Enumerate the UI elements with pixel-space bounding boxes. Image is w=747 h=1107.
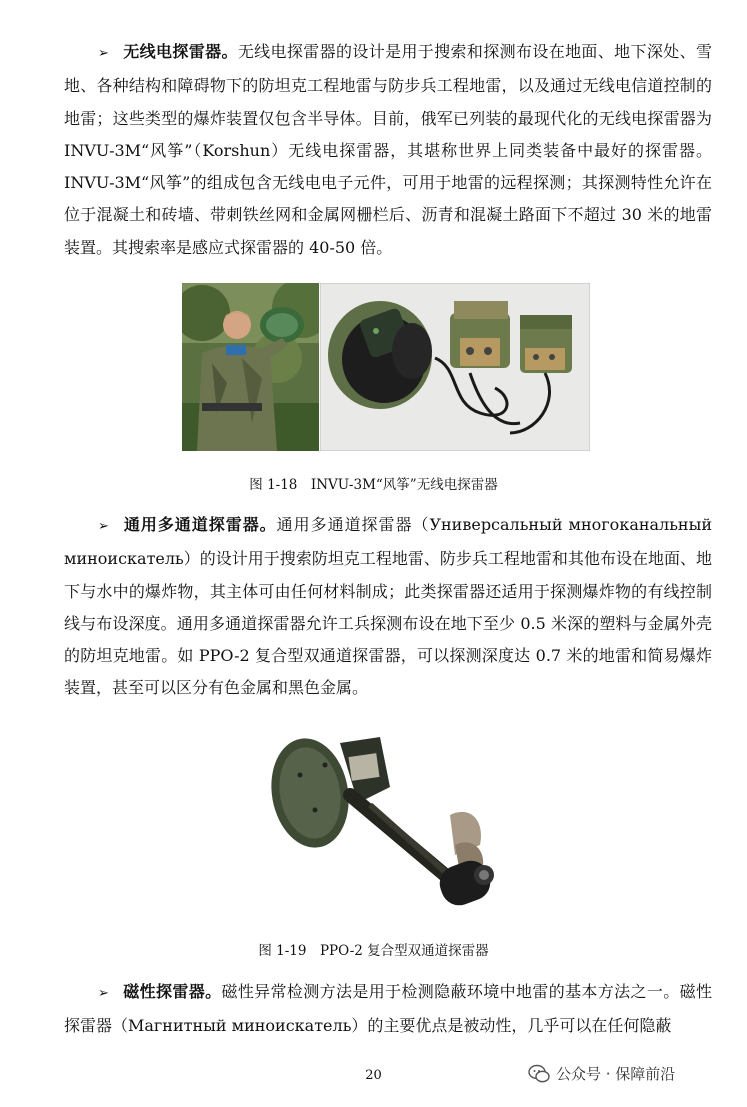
figure-1-19-device-photo (270, 735, 502, 920)
body-magnetic-detector: 磁性异常检测方法是用于检测隐蔽环境中地雷的基本方法之一。磁性探雷器（Магнитный миноискатель）的主要优点是被动性，几乎可以在任何隐蔽 (64, 982, 712, 1036)
heading-magnetic-detector: 磁性探雷器。 (122, 982, 222, 1001)
bullet-arrow-icon: ➢ (98, 519, 109, 534)
bullet-arrow-icon: ➢ (98, 46, 109, 61)
body-multichannel-detector: 通用多通道探雷器（Универсальный многоканальный миноискатель）的设计用于搜索防坦克工程地雷、防步兵工程地雷和其他布设在地面、地下与水中的爆炸物，其主体可由任何材料制成；此类探雷器还适用于探测爆炸物的有线控制线与布设深度。通用多通道探雷器允许工兵探测布设在地下至少 0.5 米深的塑料与金属外壳的防坦克地雷。如 PPO-2 复合型双通道探雷器，可以探测深度达 0.7 米的地雷和简易爆炸装置，甚至可以区分有色金属和黑色金属。 (64, 515, 712, 698)
page-number: 20 (365, 1068, 382, 1083)
bullet-arrow-icon: ➢ (98, 986, 109, 1001)
heading-wireless-detector: 无线电探雷器。 (122, 42, 238, 61)
paragraph-wireless-detector (64, 36, 712, 264)
paragraph-multichannel-detector (64, 509, 712, 705)
paragraph-magnetic-detector (64, 976, 712, 1043)
watermark-text: 公众号 · 保障前沿 (556, 1065, 676, 1083)
watermark (528, 1063, 675, 1084)
figure-1-18-device-photo (320, 283, 590, 451)
wechat-icon (528, 1064, 550, 1084)
figure-1-18-caption: 图 1-18 INVU-3M“风筝”无线电探雷器 (249, 477, 498, 493)
body-wireless-detector: 无线电探雷器的设计是用于搜索和探测布设在地面、地下深处、雪地、各种结构和障碍物下的防坦克工程地雷与防步兵工程地雷，以及通过无线电信道控制的地雷；这些类型的爆炸装置仅包含半导体。目前，俄军已列装的最现代化的无线电探雷器为 INVU-3M“风筝”（Korshun）无线电探雷器，其堪称世界上同类装备中最好的探雷器。INVU-3M“风筝”的组成包含无线电电子元件，可用于地雷的远程探测；其探测特性允许在位于混凝土和砖墙、带刺铁丝网和金属网栅栏后、沥青和混凝土路面下不超过 30 米的地雷装置。其搜索率是感应式探雷器的 40-50 倍。 (64, 42, 712, 257)
heading-multichannel-detector: 通用多通道探雷器。 (122, 515, 277, 534)
figure-1-19-caption: 图 1-19 PPO-2 复合型双通道探雷器 (258, 943, 489, 959)
figure-1-18-soldier-photo (182, 283, 319, 451)
